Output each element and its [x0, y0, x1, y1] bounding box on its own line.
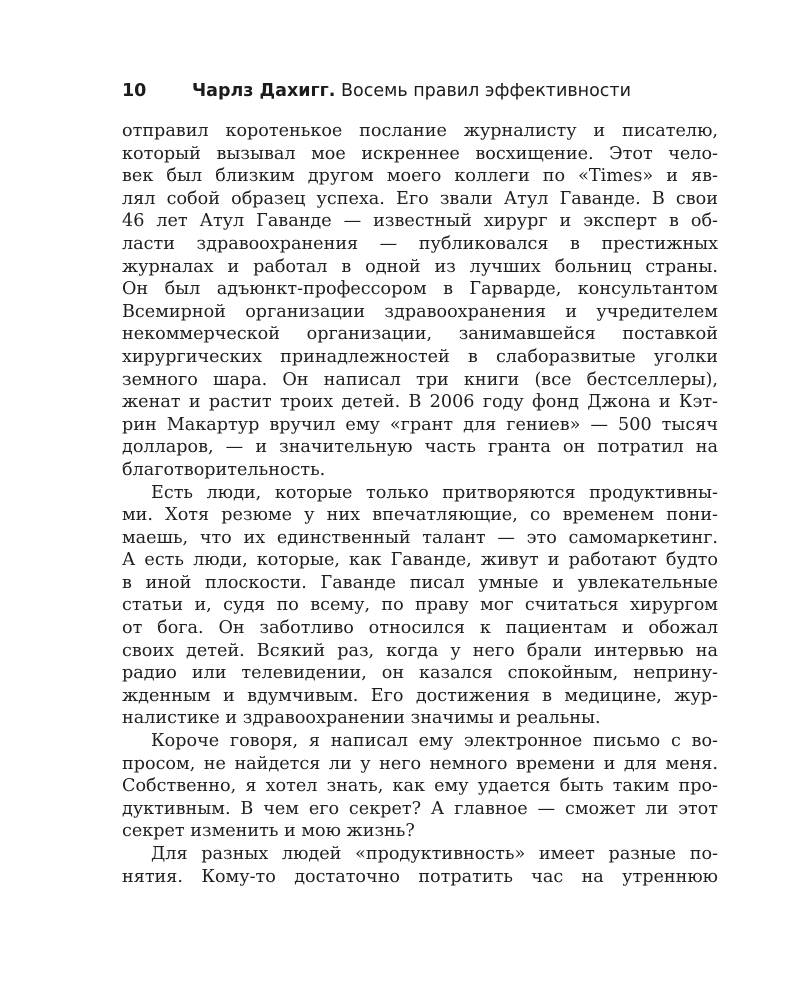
text-line: статьи и, судя по всему, по праву мог считаться хирургом — [122, 595, 718, 616]
text-line: А есть люди, которые, как Гаванде, живут и работают будто — [122, 550, 718, 571]
text-line: маешь, что их единственный талант — это самомаркетинг. — [122, 527, 718, 548]
paragraph — [122, 730, 718, 843]
text-line: Собственно, я хотел знать, как ему удается быть таким про- — [122, 776, 718, 797]
paragraph — [122, 843, 718, 888]
text-line: 46 лет Атул Гаванде — известный хирург и эксперт в об- — [122, 211, 718, 232]
text-line: ми. Хотя резюме у них впечатляющие, со временем пони- — [122, 505, 718, 526]
text-line: в иной плоскости. Гаванде писал умные и увлекательные — [122, 572, 718, 593]
body-text — [122, 120, 718, 888]
text-line: который вызывал мое искреннее восхищение. Этот чело- — [122, 143, 718, 164]
paragraph — [122, 482, 718, 731]
text-line: налистике и здравоохранении значимы и реальны. — [122, 708, 601, 729]
text-line: дуктивным. В чем его секрет? А главное — сможет ли этот — [122, 798, 718, 819]
book-author: Чарлз Дахигг. — [192, 81, 336, 101]
text-line: радио или телевидении, он казался спокойным, неприну- — [122, 663, 718, 684]
text-line: рин Макартур вручил ему «грант для гениев» — 500 тысяч — [122, 414, 718, 435]
text-line: благотворительность. — [122, 459, 326, 480]
text-line: журналах и работал в одной из лучших больниц страны. — [122, 256, 718, 277]
text-line: хирургических принадлежностей в слаборазвитые уголки — [122, 346, 718, 367]
text-line: земного шара. Он написал три книги (все бестселлеры), — [122, 369, 718, 390]
text-line: Короче говоря, я написал ему электронное письмо с во- — [151, 731, 718, 752]
text-line: просом, не найдется ли у него немного времени и для меня. — [122, 753, 718, 774]
text-line: секрет изменить и мою жизнь? — [122, 821, 415, 842]
text-line: Он был адъюнкт-профессором в Гарварде, консультантом — [122, 279, 718, 300]
text-line: лял собой образец успеха. Его звали Атул Гаванде. В свои — [122, 188, 718, 209]
text-line: Всемирной организации здравоохранения и учредителем — [122, 301, 718, 322]
text-line: ласти здравоохранения — публиковался в престижных — [122, 233, 718, 254]
text-line: нятия. Кому-то достаточно потратить час на утреннюю — [122, 866, 718, 887]
text-line: долларов, — и значительную часть гранта он потратил на — [122, 437, 718, 458]
text-line: жденным и вдумчивым. Его достижения в медицине, жур- — [122, 685, 718, 706]
paragraph — [122, 120, 718, 482]
book-title: Восемь правил эффективности — [341, 81, 631, 101]
text-line: женат и растит троих детей. В 2006 году фонд Джона и Кэт- — [122, 392, 718, 413]
text-line: Есть люди, которые только притворяются продуктивны- — [151, 482, 718, 503]
page-number: 10 — [122, 81, 147, 101]
text-line: Для разных людей «продуктивность» имеет разные по- — [151, 844, 718, 864]
text-line: своих детей. Всякий раз, когда у него брали интервью на — [122, 640, 718, 661]
text-line: от бога. Он заботливо относился к пациентам и обожал — [122, 618, 718, 639]
running-header — [122, 76, 722, 106]
text-line: век был близким другом моего коллеги по «Times» и яв- — [122, 166, 718, 187]
text-line: некоммерческой организации, занимавшейся поставкой — [122, 324, 718, 345]
text-line: отправил коротенькое послание журналисту и писателю, — [122, 121, 718, 141]
